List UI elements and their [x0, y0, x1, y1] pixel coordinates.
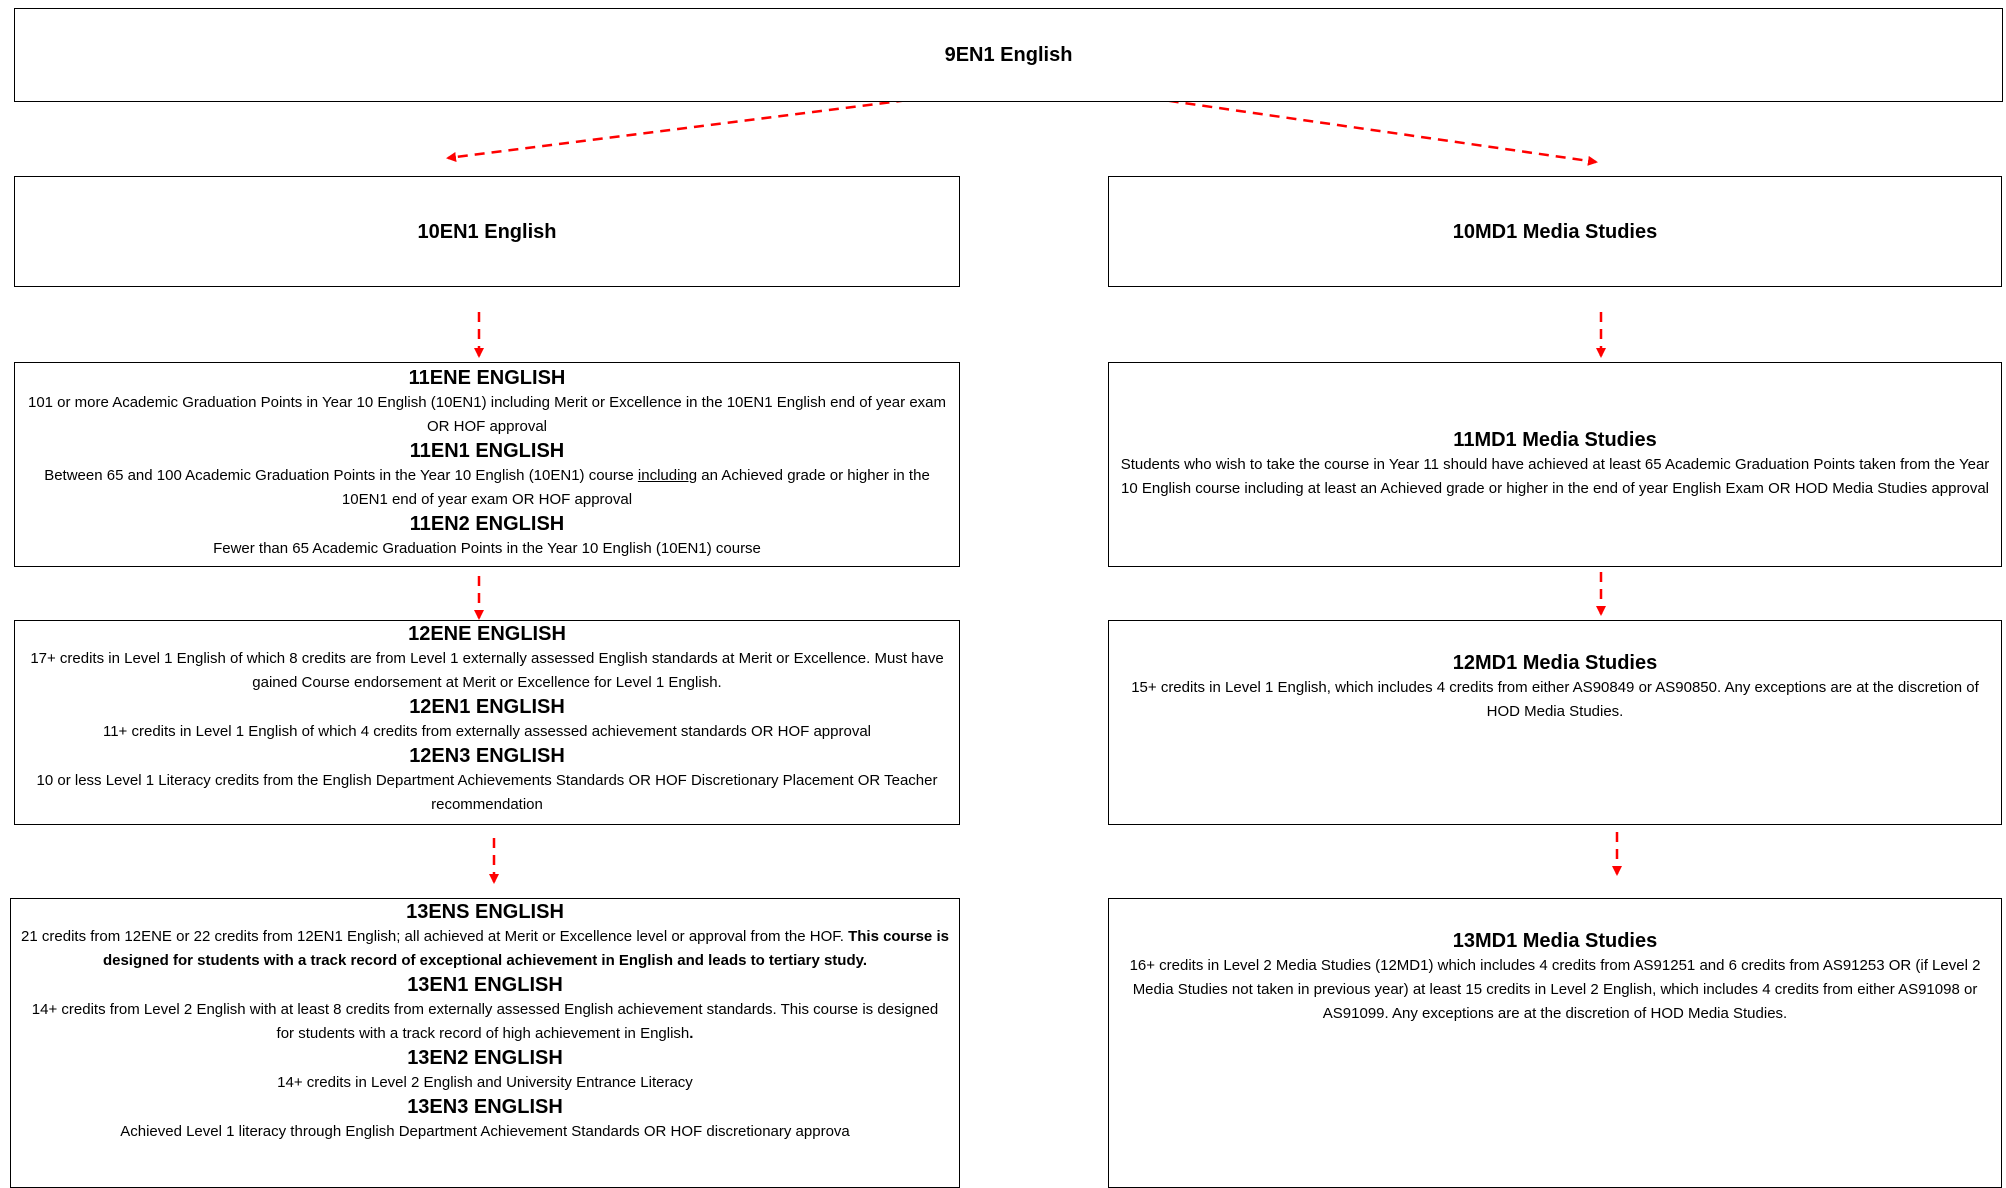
course-12ene: 12ENE ENGLISH	[408, 623, 566, 645]
course-11md1-desc: Students who wish to take the course in Year 11 should have achieved at least 65 Academic Graduation Points taken from the Year 10 English course including at least an Achieved grade or higher in the end of year English Exam OR HOD Media Studies approval	[1120, 456, 1990, 497]
node-10en1-english	[14, 176, 960, 287]
node-11md1-media-studies	[1108, 362, 2002, 567]
node-title: 9EN1 English	[944, 44, 1073, 66]
node-12md1-media-studies	[1108, 620, 2002, 825]
course-11en1: 11EN1 ENGLISH	[409, 440, 565, 462]
course-13en2-desc: 14+ credits in Level 2 English and University Entrance Literacy	[277, 1074, 693, 1091]
course-12md1: 12MD1 Media Studies	[1452, 652, 1658, 674]
course-12md1-desc: 15+ credits in Level 1 English, which includes 4 credits from either AS90849 or AS90850. Any exceptions are at the discretion of HOD Media Studies.	[1131, 679, 1979, 720]
node-year13-english	[10, 898, 960, 1188]
course-11en2-desc: Fewer than 65 Academic Graduation Points in the Year 10 English (10EN1) course	[213, 540, 761, 557]
course-12ene-desc: 17+ credits in Level 1 English of which 8 credits are from Level 1 externally assessed English standards at Merit or Excellence. Must have gained Course endorsement at Merit or Excellence for Level 1 English.	[30, 650, 944, 691]
course-13ens: 13ENS ENGLISH	[406, 901, 564, 923]
course-11en2: 11EN2 ENGLISH	[409, 513, 565, 535]
node-13md1-media-studies	[1108, 898, 2002, 1188]
course-11md1: 11MD1 Media Studies	[1453, 429, 1657, 451]
course-12en1-desc: 11+ credits in Level 1 English of which 4 credits from externally assessed achievement standards OR HOF approval	[102, 723, 871, 740]
course-11ene-desc: 101 or more Academic Graduation Points in Year 10 English (10EN1) including Merit or Excellence in the 10EN1 English end of year exam OR HOF approval	[27, 394, 946, 435]
course-13en1: 13EN1 ENGLISH	[407, 974, 563, 996]
node-9en1-english	[14, 8, 2003, 102]
node-title: 10EN1 English	[417, 220, 557, 243]
course-13en3-desc: Achieved Level 1 literacy through English Department Achievement Standards OR HOF discretionary approva	[120, 1123, 850, 1140]
node-year11-english	[14, 362, 960, 567]
arrow-root-to-10md1	[1135, 96, 1596, 162]
course-11en1-desc: Between 65 and 100 Academic Graduation Points in the Year 10 English (10EN1) course including an Achieved grade or higher in the 10EN1 end of year exam OR HOF approval	[44, 467, 930, 508]
course-12en1: 12EN1 ENGLISH	[409, 696, 565, 718]
node-10md1-media-studies	[1108, 176, 2002, 287]
course-13md1-desc: 16+ credits in Level 2 Media Studies (12MD1) which includes 4 credits from AS91251 and 6 credits from AS91253 OR (if Level 2 Media Studies not taken in previous year) at least 15 credits in Level 2 English, which includes 4 credits from either AS91098 or AS91099. Any exceptions are at the discretion of HOD Media Studies.	[1129, 957, 1981, 1022]
node-title: 10MD1 Media Studies	[1452, 220, 1658, 243]
course-12en3-desc: 10 or less Level 1 Literacy credits from the English Department Achievements Standards OR HOF Discretionary Placement OR Teacher recommendation	[36, 772, 938, 813]
course-12en3: 12EN3 ENGLISH	[409, 745, 565, 767]
course-13en2: 13EN2 ENGLISH	[407, 1047, 563, 1069]
course-13en3: 13EN3 ENGLISH	[407, 1096, 563, 1118]
node-year12-english	[14, 620, 960, 825]
course-13en1-desc: 14+ credits from Level 2 English with at least 8 credits from externally assessed English achievement standards. This course is designed for students with a track record of high achievement in English.	[31, 1001, 939, 1042]
course-13md1: 13MD1 Media Studies	[1452, 930, 1658, 952]
course-11ene: 11ENE ENGLISH	[408, 367, 566, 389]
course-13ens-desc: 21 credits from 12ENE or 22 credits from 12EN1 English; all achieved at Merit or Excellence level or approval from the HOF. This course is designed for students with a track record of exceptional achievement in English and leads to tertiary study.	[21, 928, 949, 969]
arrow-root-to-10en1	[448, 96, 940, 158]
